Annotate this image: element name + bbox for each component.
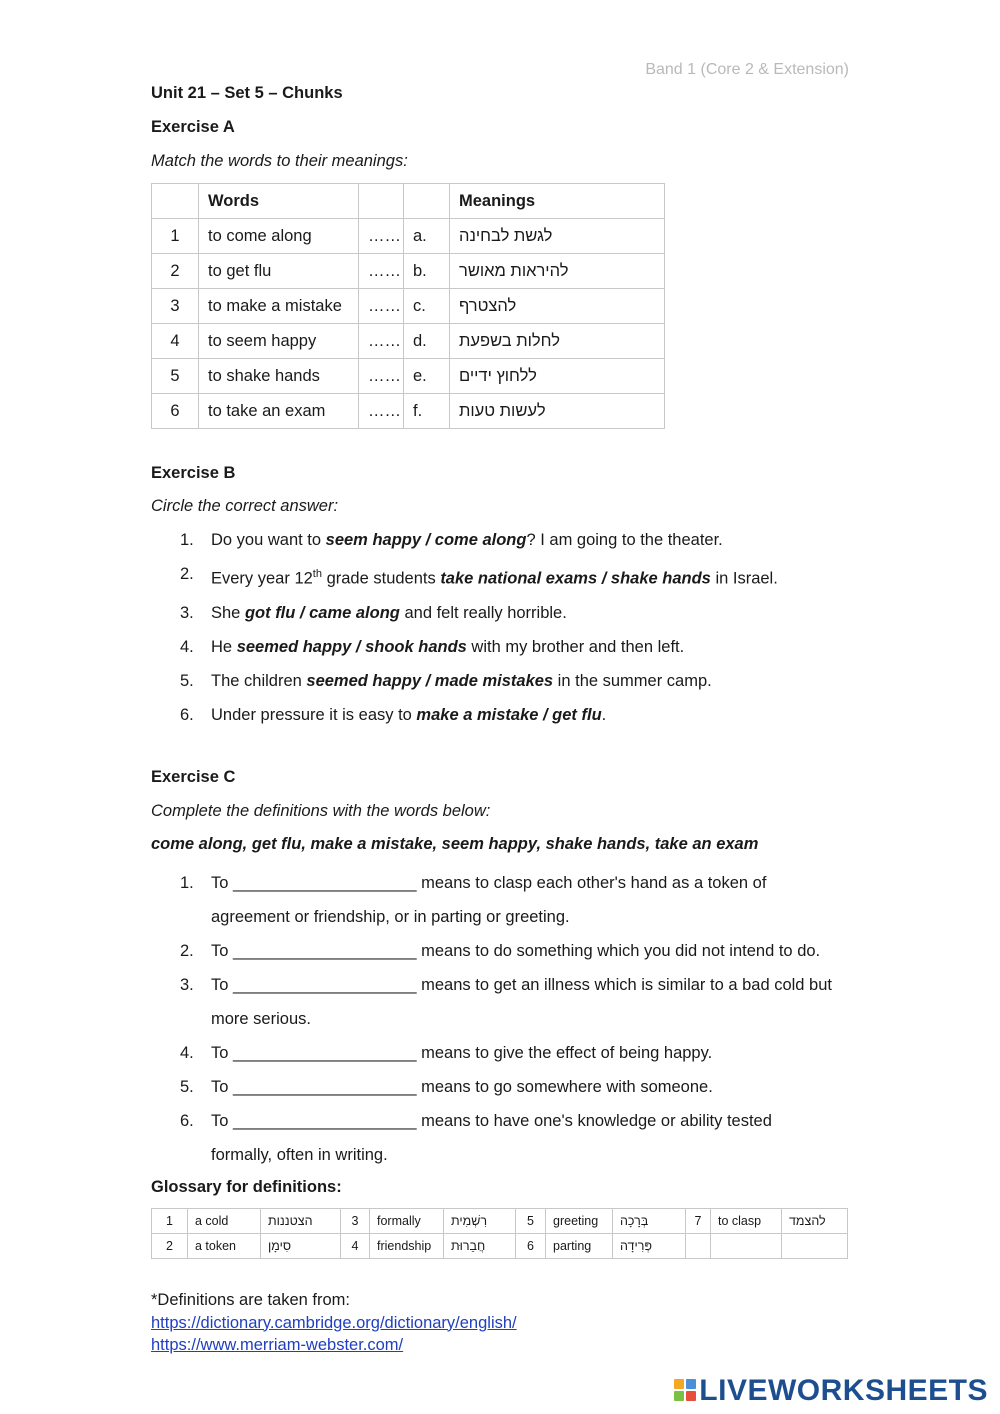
- item-number: 5.: [180, 1078, 194, 1096]
- liveworksheets-mark-icon: [673, 1377, 697, 1403]
- meaning-text: ללחוץ ידיים: [459, 366, 537, 385]
- definition-line[interactable]: To ____________________ means to go somewhere with someone.: [211, 1078, 713, 1096]
- answer-blank[interactable]: ……: [359, 219, 404, 254]
- answer-choice[interactable]: seemed happy / made mistakes: [306, 671, 554, 690]
- row-number: 3: [152, 289, 199, 324]
- logo-text: LIVEWORKSHEETS: [699, 1374, 988, 1407]
- definition-line[interactable]: To ____________________ means to have one's knowledge or ability tested: [211, 1112, 772, 1130]
- item-number: 3.: [180, 976, 194, 994]
- answer-choice[interactable]: make a mistake / get flu: [416, 705, 602, 724]
- sentence-start: Every year 12: [211, 569, 313, 588]
- glossary-row: [152, 1234, 848, 1259]
- list-item: [151, 866, 832, 934]
- meaning-text: לחלות בשפעת: [459, 331, 560, 350]
- list-item: [151, 1070, 832, 1104]
- glossary-number: [686, 1234, 711, 1259]
- item-number: 2.: [180, 942, 194, 960]
- item-number: 4.: [180, 1044, 194, 1062]
- glossary-number: 4: [341, 1234, 370, 1259]
- sentence-end: and felt really horrible.: [399, 603, 567, 622]
- answer-choice[interactable]: seem happy / come along: [325, 531, 527, 549]
- exercise-c-list: [151, 866, 832, 1172]
- exercise-c-instruction: Complete the definitions with the words below:: [151, 802, 491, 820]
- glossary-translation: [444, 1234, 516, 1259]
- glossary-term: [711, 1234, 782, 1259]
- glossary-translation-text: להצמד: [789, 1214, 826, 1228]
- definition-continuation: agreement or friendship, or in parting or greeting.: [211, 908, 570, 926]
- item-number: 5.: [180, 671, 194, 690]
- answer-blank[interactable]: ……: [359, 289, 404, 324]
- glossary-number: 3: [341, 1209, 370, 1234]
- meaning-cell: [450, 324, 665, 359]
- word-cell: to take an exam: [199, 394, 359, 429]
- meaning-letter: a.: [404, 219, 450, 254]
- header-letter: [404, 184, 450, 219]
- meaning-letter: e.: [404, 359, 450, 394]
- answer-choice[interactable]: got flu / came along: [244, 603, 400, 622]
- header-blank: [359, 184, 404, 219]
- answer-blank[interactable]: ……: [359, 254, 404, 289]
- word-cell: to get flu: [199, 254, 359, 289]
- glossary-term: friendship: [370, 1234, 444, 1259]
- glossary-translation: [782, 1234, 848, 1259]
- glossary-translation: [261, 1234, 341, 1259]
- list-item: [151, 968, 832, 1036]
- definition-line[interactable]: To ____________________ means to get an illness which is similar to a bad cold but: [211, 976, 832, 994]
- row-number: 5: [152, 359, 199, 394]
- list-item: [151, 596, 778, 630]
- sentence-end: ? I am going to the theater.: [526, 531, 723, 549]
- meaning-text: לעשות טעות: [459, 401, 546, 420]
- liveworksheets-logo: [673, 1374, 988, 1408]
- sentence-end: in the summer camp.: [553, 671, 712, 690]
- sentence-end: .: [601, 705, 607, 724]
- row-number: 6: [152, 394, 199, 429]
- answer-blank[interactable]: ……: [359, 324, 404, 359]
- meaning-letter: f.: [404, 394, 450, 429]
- sentence-start: Do you want to: [211, 531, 326, 549]
- list-item: [151, 698, 778, 732]
- glossary-translation-text: רִשְׁמִית: [451, 1214, 488, 1228]
- table-row: [152, 394, 665, 429]
- item-number: 4.: [180, 637, 194, 656]
- list-item: [151, 934, 832, 968]
- word-bank: come along, get flu, make a mistake, seem happy, shake hands, take an exam: [151, 835, 759, 853]
- item-number: 1.: [180, 531, 194, 549]
- meaning-cell: [450, 289, 665, 324]
- meaning-letter: c.: [404, 289, 450, 324]
- meaning-letter: b.: [404, 254, 450, 289]
- item-number: 6.: [180, 705, 194, 724]
- table-row: [152, 219, 665, 254]
- definition-line[interactable]: To ____________________ means to clasp each other's hand as a token of: [211, 874, 767, 892]
- ordinal-suffix: th: [312, 568, 322, 580]
- exercise-c-heading: Exercise C: [151, 768, 236, 786]
- header-words: Words: [199, 184, 359, 219]
- word-cell: to seem happy: [199, 324, 359, 359]
- references: [151, 1289, 517, 1357]
- list-item: [151, 1036, 832, 1070]
- item-number: 1.: [180, 874, 194, 892]
- references-note: *Definitions are taken from:: [151, 1291, 351, 1309]
- list-item: [151, 557, 778, 596]
- glossary-term: formally: [370, 1209, 444, 1234]
- exercise-b-heading: Exercise B: [151, 464, 236, 482]
- list-item: [151, 664, 778, 698]
- meaning-cell: [450, 219, 665, 254]
- glossary-term: parting: [546, 1234, 613, 1259]
- glossary-translation: [782, 1209, 848, 1234]
- cambridge-link[interactable]: https://dictionary.cambridge.org/dictionary/english/: [151, 1313, 517, 1332]
- meaning-cell: [450, 254, 665, 289]
- list-item: [151, 1104, 832, 1172]
- band-label: Band 1 (Core 2 & Extension): [645, 61, 849, 78]
- answer-choice[interactable]: seemed happy / shook hands: [236, 637, 467, 656]
- item-number: 3.: [180, 603, 194, 622]
- table-row: [152, 254, 665, 289]
- glossary-heading: Glossary for definitions:: [151, 1178, 342, 1196]
- table-row: [152, 324, 665, 359]
- glossary-term: a token: [188, 1234, 261, 1259]
- matching-table: [151, 183, 665, 429]
- list-item: [151, 523, 778, 557]
- exercise-b-list: [151, 523, 778, 732]
- glossary-term: greeting: [546, 1209, 613, 1234]
- list-item: [151, 630, 778, 664]
- word-cell: to come along: [199, 219, 359, 254]
- row-number: 4: [152, 324, 199, 359]
- table-header-row: [152, 184, 665, 219]
- glossary-number: 1: [152, 1209, 188, 1234]
- definition-continuation: more serious.: [211, 1010, 311, 1028]
- page-title: Unit 21 – Set 5 – Chunks: [151, 84, 343, 102]
- exercise-a-instruction: Match the words to their meanings:: [151, 152, 408, 170]
- meaning-text: להצטרף: [459, 296, 517, 315]
- glossary-translation-text: חֲבֵרוּת: [451, 1239, 486, 1253]
- glossary-number: 2: [152, 1234, 188, 1259]
- exercise-a-heading: Exercise A: [151, 118, 235, 136]
- exercise-b-instruction: Circle the correct answer:: [151, 497, 339, 515]
- answer-blank[interactable]: ……: [359, 359, 404, 394]
- sentence-start: Under pressure it is easy to: [211, 705, 417, 724]
- glossary-term: a cold: [188, 1209, 261, 1234]
- glossary-translation-text: בְּרָכָה: [620, 1214, 649, 1228]
- sentence-middle: grade students: [321, 569, 441, 588]
- glossary-translation: [613, 1234, 686, 1259]
- glossary-number: 5: [516, 1209, 546, 1234]
- meaning-letter: d.: [404, 324, 450, 359]
- meaning-cell: [450, 394, 665, 429]
- glossary-number: 7: [686, 1209, 711, 1234]
- sentence-start: The children: [211, 671, 307, 690]
- glossary-translation: [444, 1209, 516, 1234]
- row-number: 2: [152, 254, 199, 289]
- answer-blank[interactable]: ……: [359, 394, 404, 429]
- merriam-webster-link[interactable]: https://www.merriam-webster.com/: [151, 1336, 404, 1354]
- definition-continuation: formally, often in writing.: [211, 1146, 388, 1164]
- glossary-number: 6: [516, 1234, 546, 1259]
- glossary-translation-text: סִימָן: [268, 1239, 292, 1253]
- row-number: 1: [152, 219, 199, 254]
- meaning-text: לגשת לבחינה: [459, 226, 553, 245]
- sentence-end: in Israel.: [710, 569, 778, 588]
- glossary-term: to clasp: [711, 1209, 782, 1234]
- word-cell: to make a mistake: [199, 289, 359, 324]
- header-num: [152, 184, 199, 219]
- meaning-text: להיראות מאושר: [459, 261, 569, 280]
- item-number: 2.: [180, 565, 194, 583]
- glossary-row: [152, 1209, 848, 1234]
- meaning-cell: [450, 359, 665, 394]
- definition-line[interactable]: To ____________________ means to do something which you did not intend to do.: [211, 942, 821, 960]
- glossary-translation-text: פְּרִידָה: [620, 1239, 653, 1253]
- glossary-table: [151, 1208, 848, 1259]
- table-row: [152, 289, 665, 324]
- glossary-translation: [261, 1209, 341, 1234]
- sentence-end: with my brother and then left.: [466, 637, 685, 656]
- definition-line[interactable]: To ____________________ means to give the effect of being happy.: [211, 1044, 713, 1062]
- glossary-translation: [613, 1209, 686, 1234]
- item-number: 6.: [180, 1112, 194, 1130]
- table-row: [152, 359, 665, 394]
- glossary-translation-text: הצטננות: [268, 1214, 313, 1228]
- answer-choice[interactable]: take national exams / shake hands: [440, 569, 711, 588]
- header-meanings: Meanings: [450, 184, 665, 219]
- sentence-start: He: [211, 637, 237, 656]
- sentence-start: She: [211, 603, 245, 622]
- word-cell: to shake hands: [199, 359, 359, 394]
